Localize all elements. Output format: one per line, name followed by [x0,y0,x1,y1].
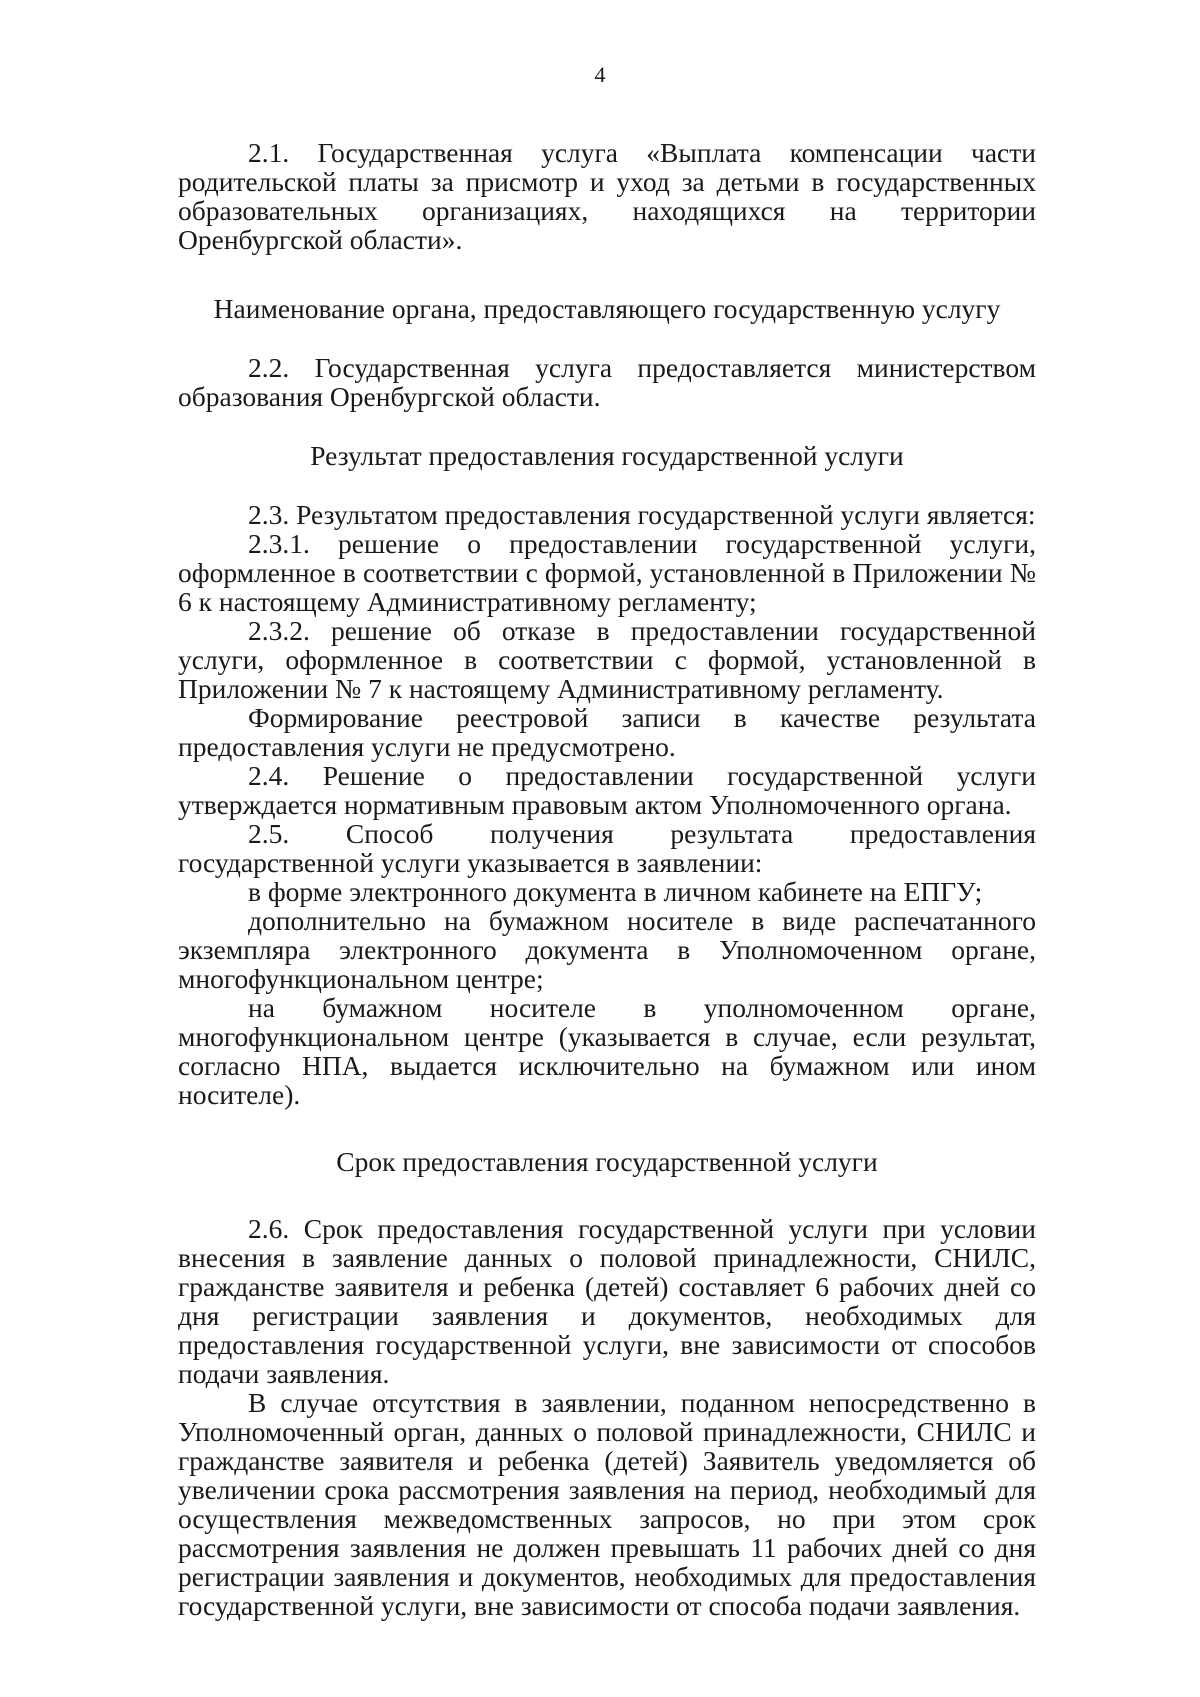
paragraph-2-6: 2.6. Срок предоставления государственной услуги при условии внесения в заявление данных о половой принадлежности, СНИЛС, гражданстве заявителя и ребенка (детей) составляет 6 рабочих дней со дня регистрации заявления и документов, необходимых для предоставления государственной услуги, вне зависимости от способов подачи заявления. [178,1213,1036,1389]
paragraph-2-5-option-printed: дополнительно на бумажном носителе в виде распечатанного экземпляра электронного документа в Уполномоченном органе, многофункциональном центре; [178,905,1036,994]
paragraph-2-1: 2.1. Государственная услуга «Выплата компенсации части родительской платы за присмотр и уход за детьми в государственных образовательных организациях, находящихся на территории Оренбургской области». [178,137,1036,255]
paragraph-2-5-option-electronic: в форме электронного документа в личном кабинете на ЕПГУ; [248,876,983,907]
document-body [178,138,1036,1620]
heading-service-term: Срок предоставления государственной услуги [336,1146,878,1177]
paragraph-2-3: 2.3. Результатом предоставления государственной услуги является: [248,499,1036,530]
heading-service-result: Результат предоставления государственной услуги [310,440,904,471]
paragraph-2-3-1: 2.3.1. решение о предоставлении государственной услуги, оформленное в соответствии с формой, установленной в Приложении № 6 к настоящему Административному регламенту; [178,528,1036,617]
paragraph-2-3-2: 2.3.2. решение об отказе в предоставлении государственной услуги, оформленное в соответствии с формой, установленной в Приложении № 7 к настоящему Административному регламенту. [178,615,1036,704]
page-number: 4 [594,62,606,87]
paragraph-2-5: 2.5. Способ получения результата предоставления государственной услуги указывается в заявлении: [178,818,1036,878]
paragraph-2-6-extension: В случае отсутствия в заявлении, поданном непосредственно в Уполномоченный орган, данных о половой принадлежности, СНИЛС и гражданстве заявителя и ребенка (детей) Заявитель уведомляется об увеличении срока рассмотрения заявления на период, необходимый для осуществления межведомственных запросов, но при этом срок рассмотрения заявления не должен превышать 11 рабочих дней со дня регистрации заявления и документов, необходимых для предоставления государственной услуги, вне зависимости от способа подачи заявления. [178,1387,1036,1621]
heading-service-body: Наименование органа, предоставляющего государственную услугу [213,293,1001,324]
paragraph-2-4: 2.4. Решение о предоставлении государственной услуги утверждается нормативным правовым актом Уполномоченного органа. [178,760,1036,820]
paragraph-2-5-option-paper: на бумажном носителе в уполномоченном органе, многофункциональном центре (указывается в случае, если результат, согласно НПА, выдается исключительно на бумажном или ином носителе). [178,992,1036,1110]
paragraph-2-2: 2.2. Государственная услуга предоставляется министерством образования Оренбургской области. [178,352,1036,412]
paragraph-registry-record: Формирование реестровой записи в качестве результата предоставления услуги не предусмотрено. [178,702,1036,762]
